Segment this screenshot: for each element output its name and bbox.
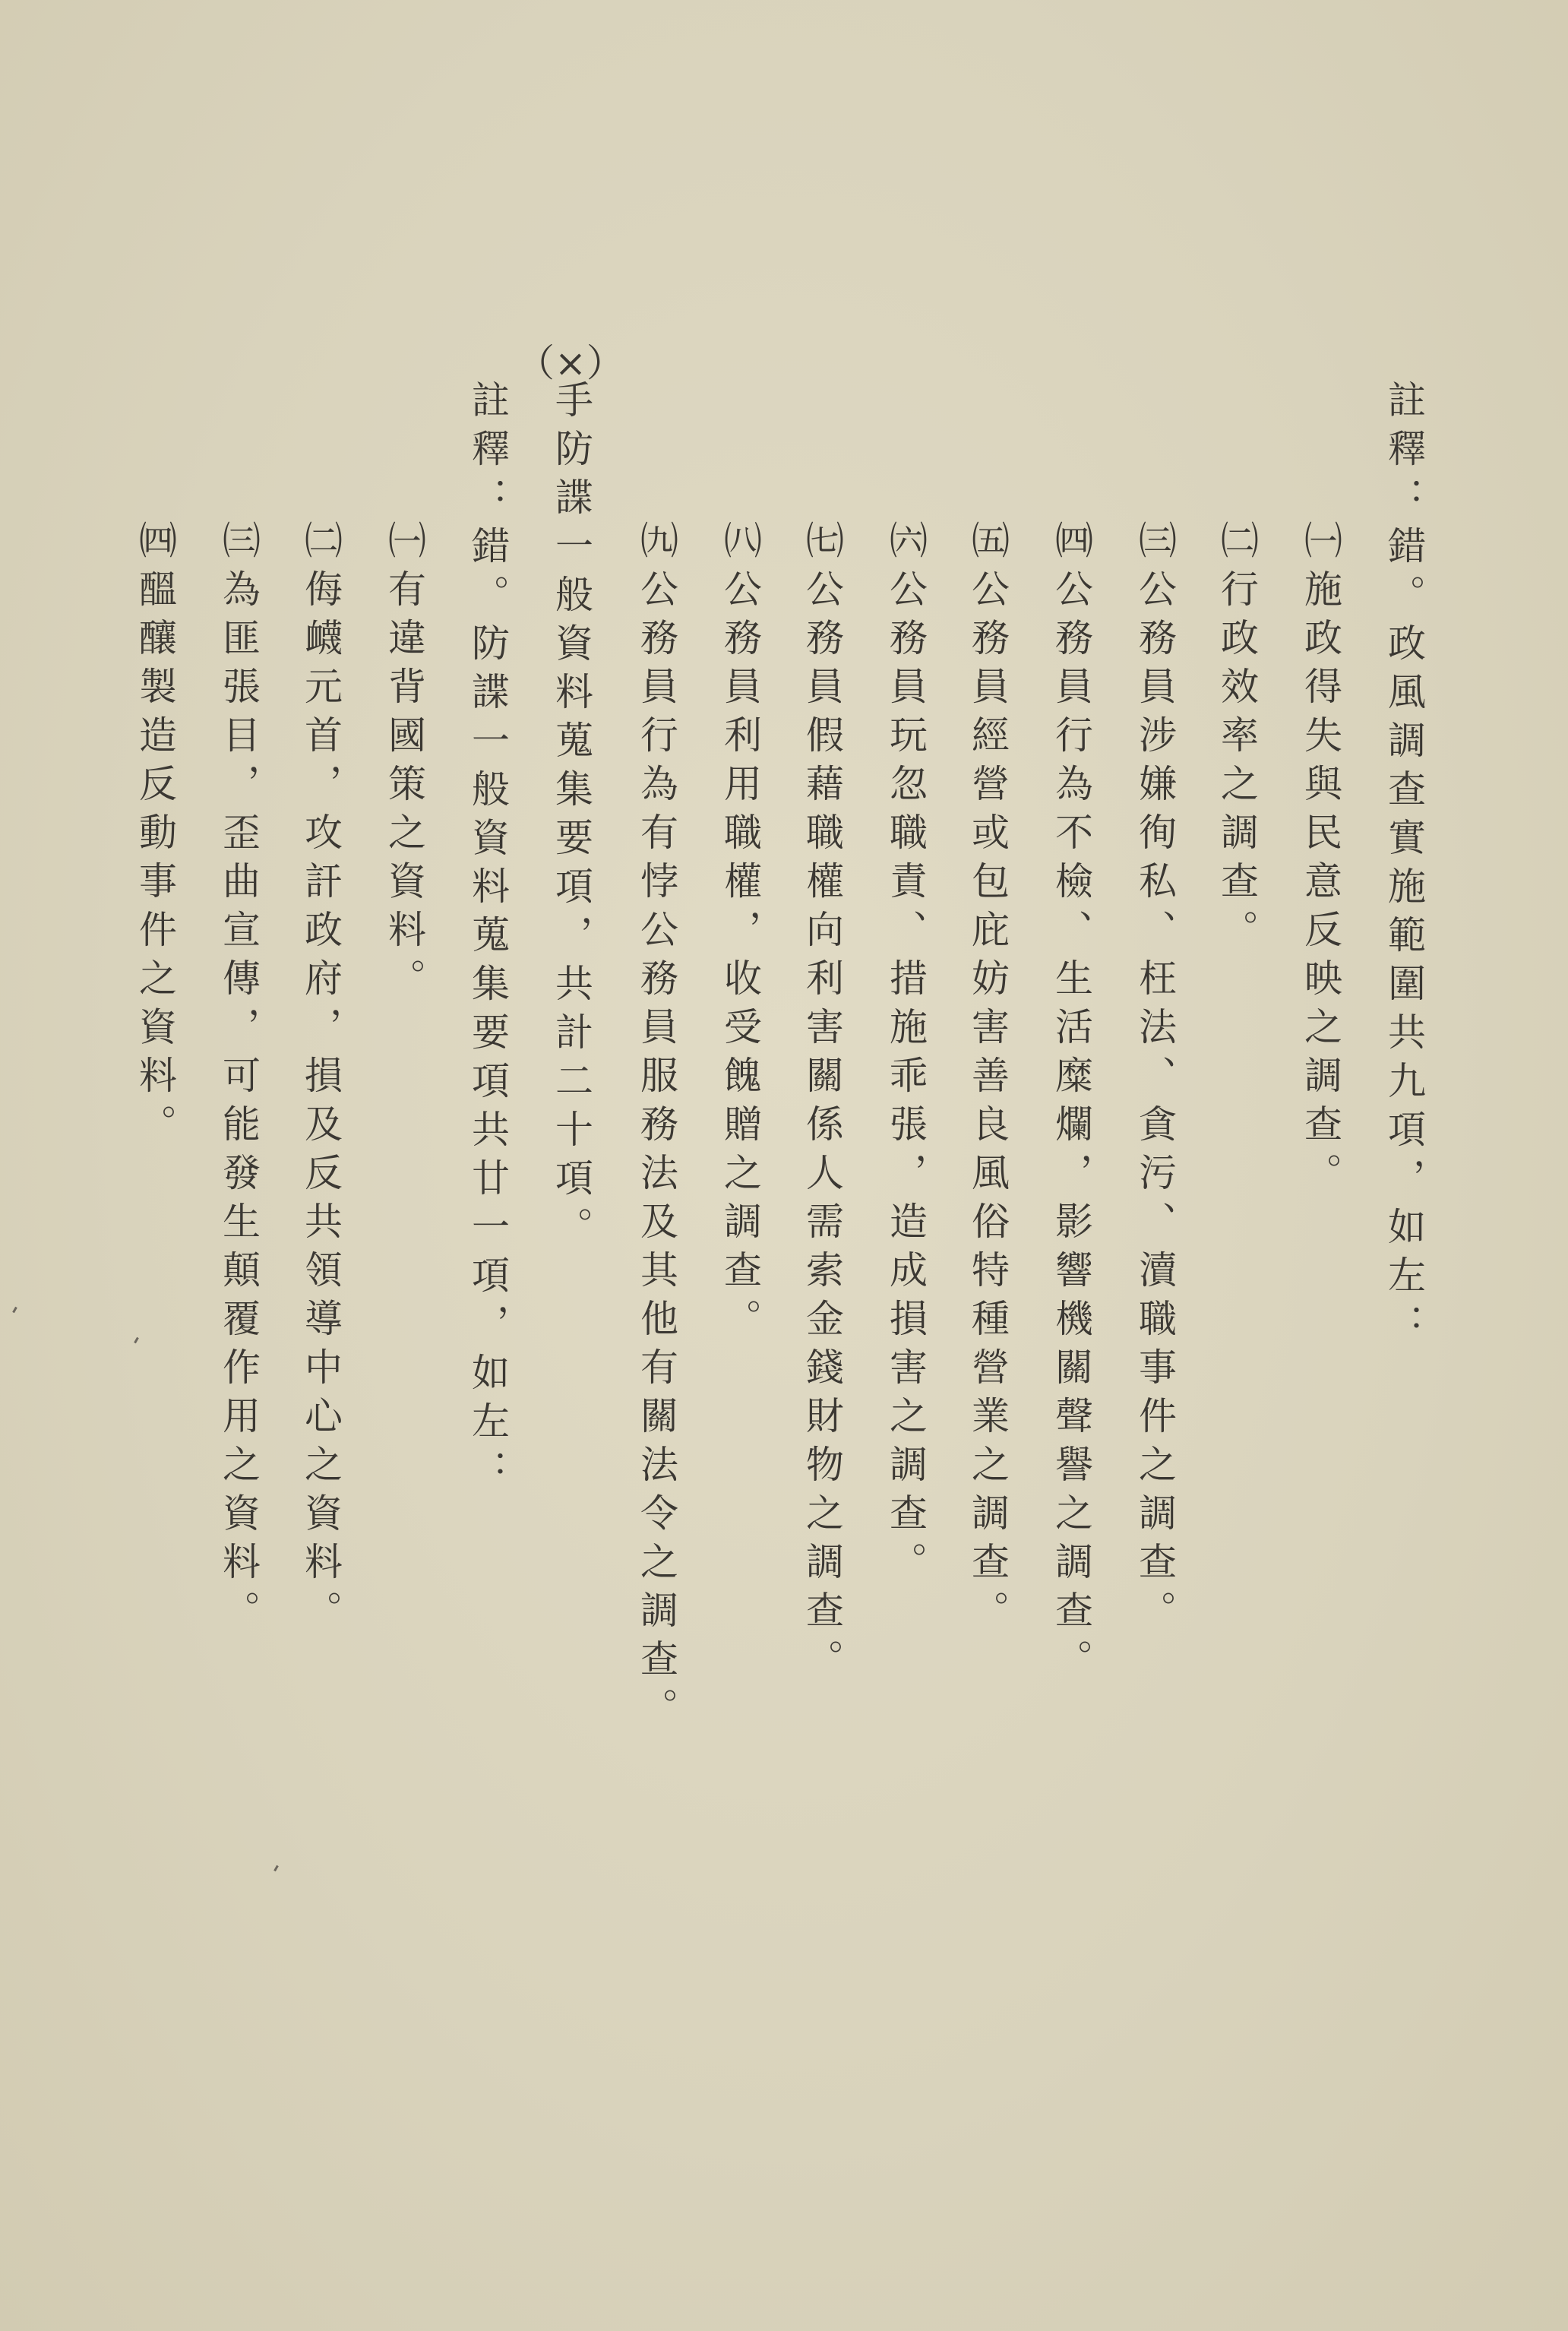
section2-item-2: ㈡侮衊元首，攻訐政府，損及反共領導中心之資料。 (299, 520, 343, 1639)
paper-speck (134, 1337, 139, 1343)
section1-item-6: ㈥公務員玩忽職責、措施乖張，造成損害之調查。 (884, 520, 928, 1590)
section2-item-1: ㈠有違背國策之資料。 (382, 520, 426, 1007)
section1-item-9: ㈨公務員行為有悖公務員服務法及其他有關法令之調查。 (634, 520, 678, 1736)
section1-item-5: ㈤公務員經營或包庇妨害善良風俗特種營業之調查。 (966, 520, 1010, 1639)
section1-item-4: ㈣公務員行為不檢、生活糜爛，影響機關聲譽之調查。 (1049, 520, 1093, 1687)
paper-speck (12, 1307, 17, 1313)
section2-heading: 手防諜一般資料蒐集要項，共計二十項。 (549, 380, 593, 1255)
section1-note: 註釋：錯。政風調查實施範圍共九項，如左： (1382, 380, 1426, 1352)
section1-item-3: ㈢公務員涉嫌徇私、枉法、貪污、瀆職事件之調查。 (1133, 520, 1177, 1639)
section1-item-1: ㈠施政得失與民意反映之調查。 (1298, 520, 1342, 1201)
answer-marker: （×） (517, 341, 624, 385)
section2-item-3: ㈢為匪張目，歪曲宣傳，可能發生顛覆作用之資料。 (217, 520, 261, 1639)
section2-note: 註釋：錯。防諜一般資料蒐集要項共廿一項，如左： (466, 380, 510, 1498)
section1-item-8: ㈧公務員利用職權，收受餽贈之調查。 (718, 520, 762, 1347)
section2-item-4: ㈣醞釀製造反動事件之資料。 (133, 520, 177, 1153)
section1-item-7: ㈦公務員假藉職權向利害關係人需索金錢財物之調查。 (800, 520, 844, 1687)
section1-item-2: ㈡行政效率之調查。 (1215, 520, 1259, 958)
paper-speck (273, 1865, 279, 1871)
